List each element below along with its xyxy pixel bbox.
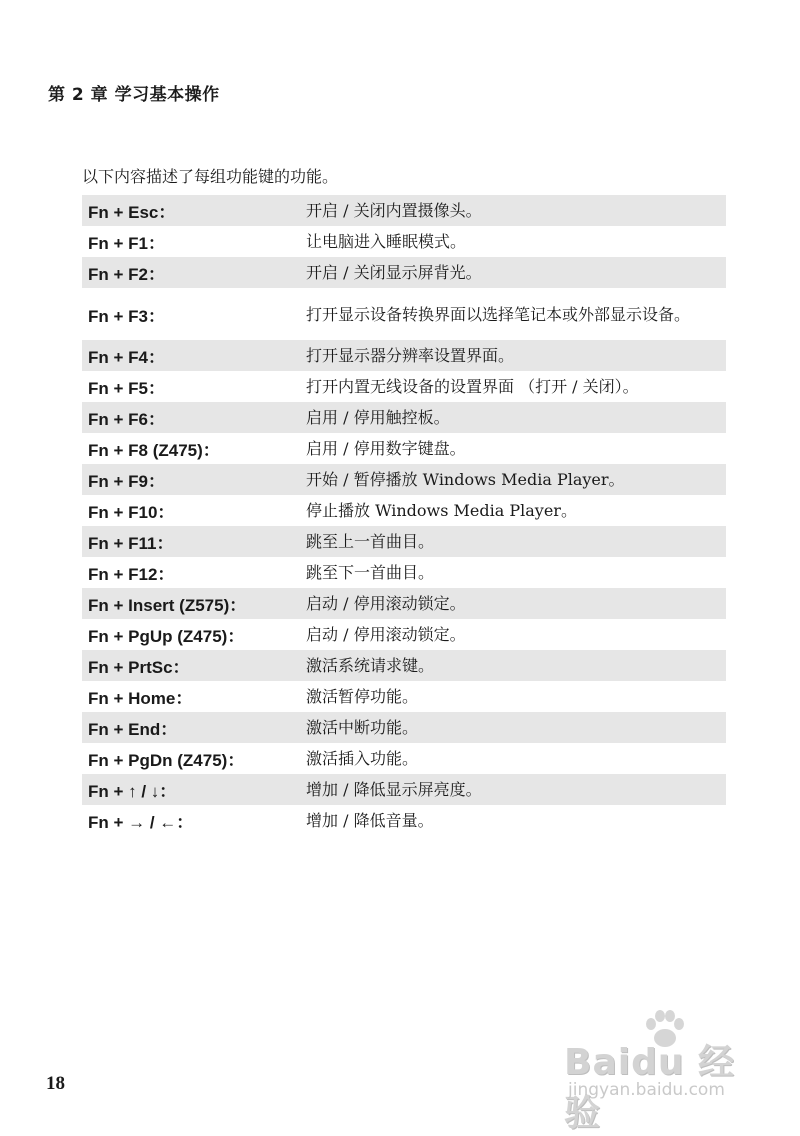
key-combo: Fn + F10： — [88, 503, 175, 522]
table-row — [82, 288, 726, 340]
table-row — [82, 371, 726, 402]
table-row — [82, 340, 726, 371]
watermark-logo: Baidu 经验 — [564, 1042, 736, 1134]
table-row — [82, 257, 726, 288]
table-row — [82, 402, 726, 433]
baidu-watermark — [560, 1010, 760, 1134]
key-combo: Fn + F12： — [88, 565, 175, 584]
key-description: 激活插入功能。 — [306, 749, 419, 768]
key-description: 开启 / 关闭显示屏背光。 — [306, 263, 482, 282]
key-combo: Fn + F2： — [88, 265, 165, 284]
key-description: 打开显示设备转换界面以选择笔记本或外部显示设备。 — [306, 304, 691, 324]
key-combo: Fn + Insert (Z575)： — [88, 596, 247, 615]
page-number: 18 — [46, 1073, 65, 1094]
key-combo: Fn + F3： — [88, 306, 165, 326]
table-row — [82, 619, 726, 650]
table-row — [82, 774, 726, 805]
key-combo: Fn + PgDn (Z475)： — [88, 751, 245, 770]
key-combo: Fn + ↑ / ↓： — [88, 782, 177, 801]
key-combo: Fn + F8 (Z475)： — [88, 441, 220, 460]
table-row — [82, 495, 726, 526]
key-combo: Fn + F4： — [88, 348, 165, 367]
watermark-url: jingyan.baidu.com — [568, 1080, 725, 1100]
table-row — [82, 433, 726, 464]
table-row — [82, 681, 726, 712]
key-description: 激活系统请求键。 — [306, 656, 435, 675]
chapter-heading: 第 2 章 学习基本操作 — [48, 85, 220, 105]
table-row — [82, 805, 726, 836]
key-description: 激活暂停功能。 — [306, 687, 419, 706]
key-description: 打开内置无线设备的设置界面 （打开 / 关闭）。 — [306, 377, 639, 396]
key-combo: Fn + → / ←： — [88, 813, 194, 832]
key-description: 启用 / 停用触控板。 — [306, 408, 450, 427]
key-combo: Fn + Home： — [88, 689, 193, 708]
key-description: 打开显示器分辨率设置界面。 — [306, 346, 515, 365]
table-row — [82, 650, 726, 681]
key-combo: Fn + End： — [88, 720, 178, 739]
table-row — [82, 195, 726, 226]
function-key-table — [82, 195, 726, 836]
key-description: 开始 / 暂停播放 Windows Media Player。 — [306, 470, 625, 489]
key-combo: Fn + F11： — [88, 534, 174, 553]
key-description: 让电脑进入睡眠模式。 — [306, 232, 467, 251]
key-description: 激活中断功能。 — [306, 718, 419, 737]
key-description: 启用 / 停用数字键盘。 — [306, 439, 466, 458]
key-description: 增加 / 降低显示屏亮度。 — [306, 780, 482, 799]
key-description: 增加 / 降低音量。 — [306, 811, 434, 830]
key-combo: Fn + PgUp (Z475)： — [88, 627, 245, 646]
table-row — [82, 557, 726, 588]
table-row — [82, 588, 726, 619]
key-combo: Fn + F1： — [88, 234, 165, 253]
key-combo: Fn + F5： — [88, 379, 165, 398]
key-combo: Fn + PrtSc： — [88, 658, 190, 677]
table-row — [82, 712, 726, 743]
table-row — [82, 743, 726, 774]
intro-text: 以下内容描述了每组功能键的功能。 — [82, 167, 339, 186]
key-combo: Fn + Esc： — [88, 203, 176, 222]
key-description: 开启 / 关闭内置摄像头。 — [306, 201, 482, 220]
key-combo: Fn + F9： — [88, 472, 165, 491]
key-description: 启动 / 停用滚动锁定。 — [306, 594, 466, 613]
key-description: 停止播放 Windows Media Player。 — [306, 501, 577, 520]
key-description: 启动 / 停用滚动锁定。 — [306, 625, 466, 644]
key-combo: Fn + F6： — [88, 410, 165, 429]
table-row — [82, 526, 726, 557]
key-description: 跳至上一首曲目。 — [306, 532, 435, 551]
table-row — [82, 464, 726, 495]
key-description: 跳至下一首曲目。 — [306, 563, 435, 582]
table-row — [82, 226, 726, 257]
